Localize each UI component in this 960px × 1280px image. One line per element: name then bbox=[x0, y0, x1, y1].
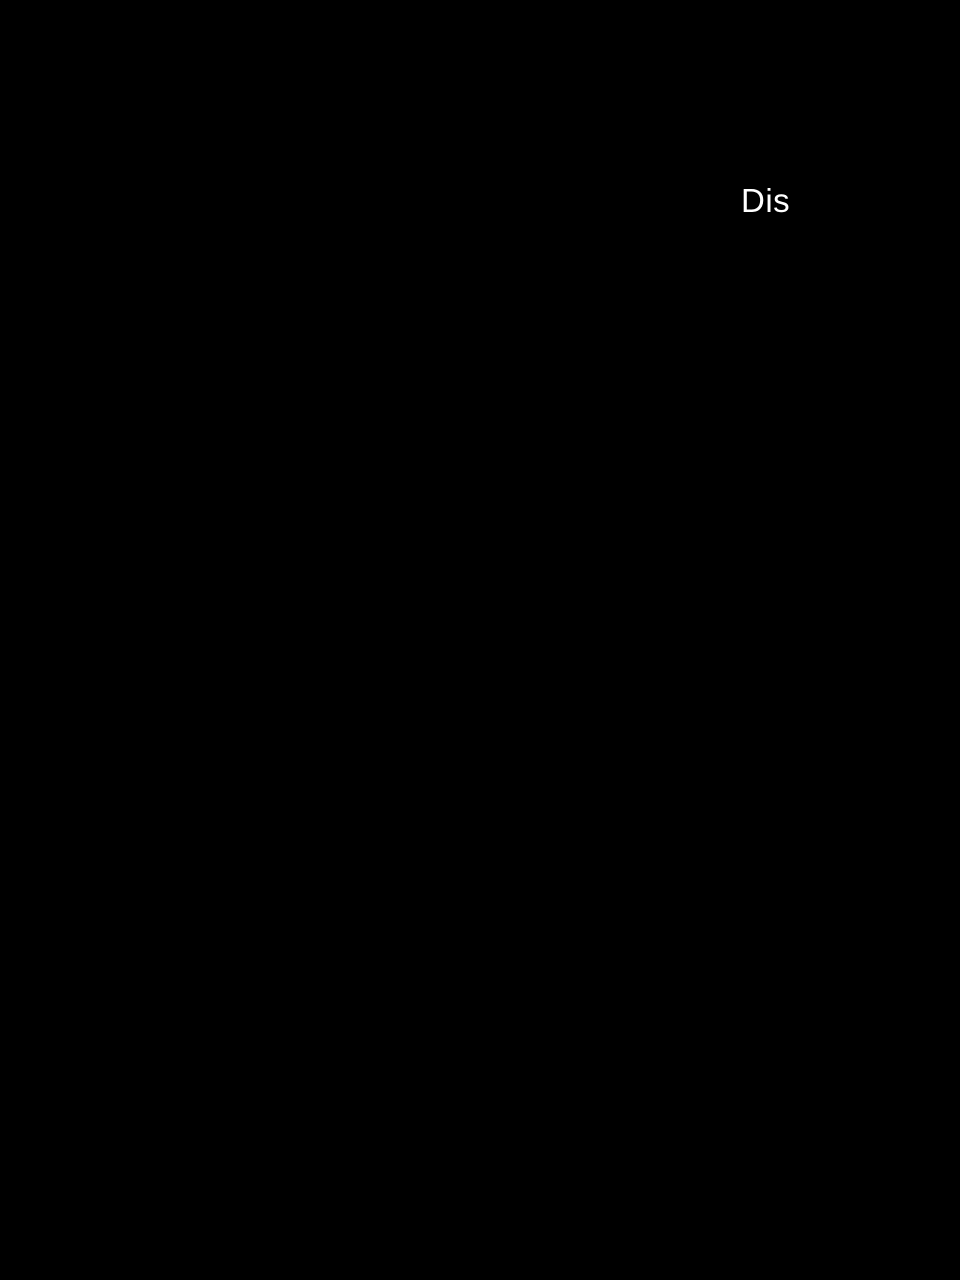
splash-partial-text: Dis bbox=[741, 182, 791, 219]
